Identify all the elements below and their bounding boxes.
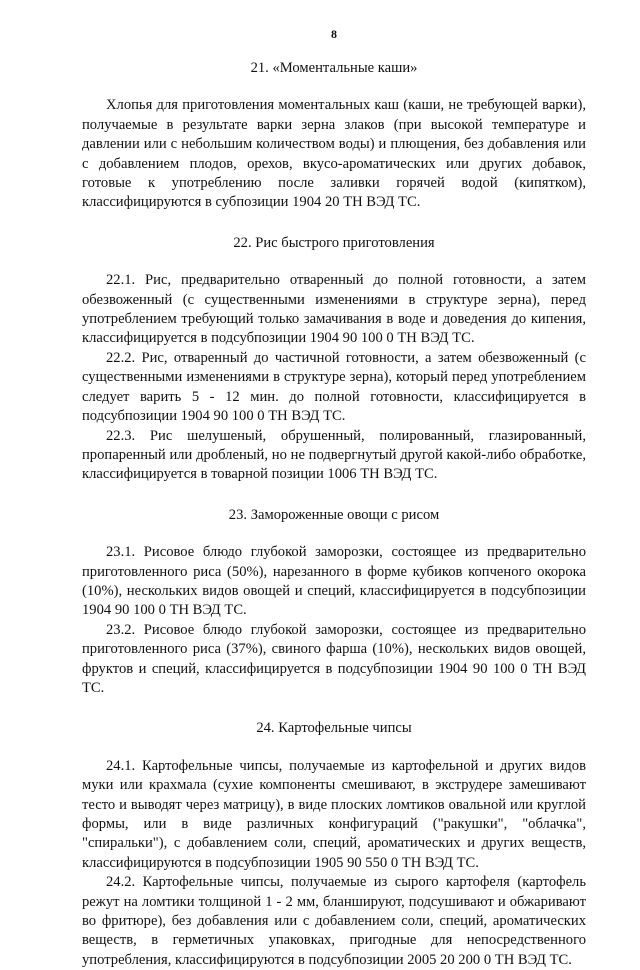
section-21 <box>82 59 586 213</box>
paragraph: 24.1. Картофельные чипсы, получаемые из картофельной и других видов муки или крахмала (сухие компоненты смешивают, в экструдере замешивают тесто и выводят через матрицу), в виде плоских ломтиков овальной или круглой формы, или в виде различных конфигураций ("ракушки", "облачка", "спиральки"), с добавлением соли, специй, ароматических и других веществ, классифицируются в подсубпозиции 1905 90 550 0 ТН ВЭД ТС. <box>82 757 586 871</box>
section-24 <box>82 719 586 970</box>
paragraph: 22.1. Рис, предварительно отваренный до полной готовности, а затем обезвоженный (с существенными изменениями в структуре зерна), перед употреблением требующий только замачивания в воде и доведения до кипения, классифицируется в подсубпозиции 1904 90 100 0 ТН ВЭД ТС. <box>82 272 586 347</box>
paragraph: 24.2. Картофельные чипсы, получаемые из сырого картофеля (картофель режут на ломтики толщиной 1 - 2 мм, бланшируют, подсушивают и обжаривают во фритюре), без добавления или с добавлением соли, специй, ароматических веществ, в герметичных упаковках, пригодные для непосредственного употребления, классифицируются в подсубпозиции 2005 20 200 0 ТН ВЭД ТС. <box>82 874 586 968</box>
paragraph: 23.2. Рисовое блюдо глубокой заморозки, состоящее из предварительно приготовленного риса (37%), свиного фарша (10%), нескольких видов овощей, фруктов и специй, классифицируется в подсубпозиции 1904 90 100 0 ТН ВЭД ТС. <box>82 621 586 696</box>
paragraph: 23.1. Рисовое блюдо глубокой заморозки, состоящее из предварительно приготовленного риса (50%), нарезанного в форме кубиков копченого окорока (10%), нескольких видов овощей и специй, классифицируется в подсубпозиции 1904 90 100 0 ТН ВЭД ТС. <box>82 544 586 619</box>
paragraph: 22.3. Рис шелушеный, обрушенный, полированный, глазированный, пропаренный или дробленый, но не подвергнутый другой какой-либо обработке, классифицируется в товарной позиции 1006 ТН ВЭД ТС. <box>82 427 586 483</box>
section-22 <box>82 234 586 485</box>
section-heading: 22. Рис быстрого приготовления <box>233 234 435 251</box>
section-heading: 21. «Моментальные каши» <box>250 60 418 76</box>
section-heading: 23. Замороженные овощи с рисом <box>228 506 440 523</box>
page-number: 8 <box>331 27 337 41</box>
section-heading: 24. Картофельные чипсы <box>256 720 412 737</box>
paragraph: 22.2. Рис, отваренный до частичной готовности, а затем обезвоженный (с существенными изменениями в структуре зерна), который перед употреблением следует варить 5 - 12 мин. до полной готовности, классифицируется в подсубпозиции 1904 90 100 0 ТН ВЭД ТС. <box>82 349 586 425</box>
section-23 <box>82 506 586 699</box>
paragraph: Хлопья для приготовления моментальных каш (каши, не требующей варки), получаемые в результате варки зерна злаков (при высокой температуре и давлении или с небольшим количеством воды) и плющения, без добавления или с добавлением плодов, орехов, вкусо-ароматических или других добавок, готовые к употреблению после заливки горячей водой (кипятком), классифицируются в субпозиции 1904 20 ТН ВЭД ТС. <box>82 97 586 211</box>
